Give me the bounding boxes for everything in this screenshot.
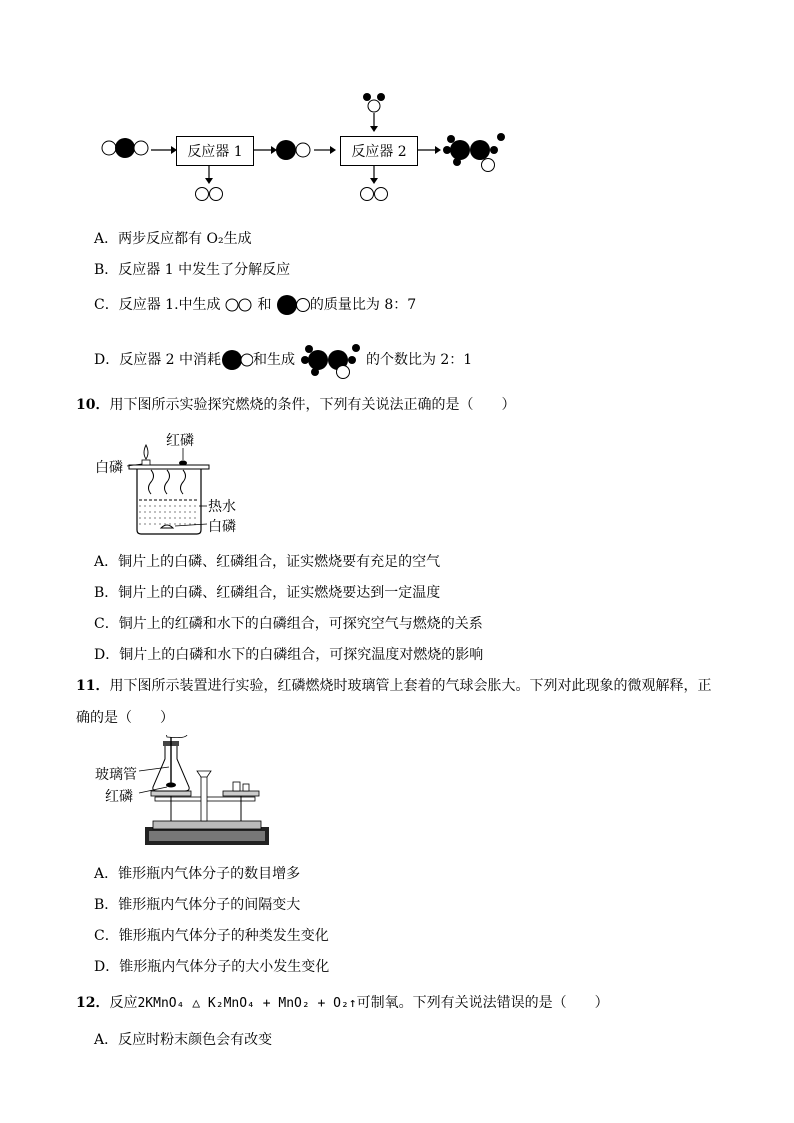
q9-option-a[interactable]: A．两步反应都有 O₂生成: [94, 231, 252, 247]
label-red-phosphorus: 红磷: [105, 789, 133, 805]
reaction-equation: 2KMnO₄ △ K₂MnO₄ + MnO₂ + O₂↑: [137, 996, 357, 1011]
flame-icon: [144, 445, 148, 459]
co-molecule-icon: [276, 294, 310, 316]
reactor-2-box: 反应器 2: [340, 136, 418, 166]
label-red-phosphorus: 红磷: [166, 433, 194, 449]
q11-option-a[interactable]: A．锥形瓶内气体分子的数目增多: [94, 866, 301, 882]
q11-option-d[interactable]: D．锥形瓶内气体分子的大小发生变化: [94, 959, 330, 975]
q10-stem: 10．用下图所示实验探究燃烧的条件，下列有关说法正确的是（ ）: [76, 397, 516, 413]
co-molecule-icon: [221, 349, 253, 371]
label-white-phosphorus-top: 白磷: [95, 460, 123, 476]
label-white-phosphorus-bottom: 白磷: [208, 519, 236, 535]
product-molecule-icon: [443, 133, 505, 172]
q10-option-d[interactable]: D．铜片上的白磷和水下的白磷组合，可探究温度对燃烧的影响: [94, 647, 484, 663]
q11-option-c[interactable]: C．锥形瓶内气体分子的种类发生变化: [94, 928, 329, 944]
reactor-1-box: 反应器 1: [176, 136, 254, 166]
q10-option-c[interactable]: C．铜片上的红磷和水下的白磷组合，可探究空气与燃烧的关系: [94, 616, 483, 632]
q10-option-a[interactable]: A．铜片上的白磷、红磷组合，证实燃烧要有充足的空气: [94, 554, 441, 570]
q10-option-b[interactable]: B．铜片上的白磷、红磷组合，证实燃烧要达到一定温度: [94, 585, 441, 601]
product-molecule-icon: [300, 340, 362, 380]
q11-stem: 11．用下图所示装置进行实验，红磷燃烧时玻璃管上套着的气球会胀大。下列对此现象的微观解释，正: [76, 678, 712, 694]
co2-molecule-icon: [102, 138, 148, 158]
label-glass-tube: 玻璃管: [95, 767, 137, 783]
q11-stem-line2: 确的是（ ）: [76, 710, 174, 726]
q12-stem: 12．反应2KMnO₄ △ K₂MnO₄ + MnO₂ + O₂↑可制氧。下列有关说法错误的是（ ）: [76, 995, 609, 1011]
label-hot-water: 热水: [208, 499, 236, 515]
q9-option-d[interactable]: D．反应器 2 中消耗 和生成 的个数比为 2：1: [94, 340, 472, 380]
o2-molecule-icon: [196, 188, 223, 201]
q12-option-a[interactable]: A．反应时粉末颜色会有改变: [94, 1032, 273, 1048]
o2-molecule-icon: [225, 297, 253, 313]
co-molecule-icon: [276, 140, 310, 160]
q9-option-b[interactable]: B．反应器 1 中发生了分解反应: [94, 262, 291, 278]
h2-molecule-icon: [363, 93, 385, 112]
q11-option-b[interactable]: B．锥形瓶内气体分子的间隔变大: [94, 897, 301, 913]
reactor-diagram: [95, 88, 525, 208]
q9-option-c[interactable]: C．反应器 1.中生成 和 的质量比为 8：7: [94, 294, 416, 316]
o2-molecule-icon: [361, 188, 388, 201]
